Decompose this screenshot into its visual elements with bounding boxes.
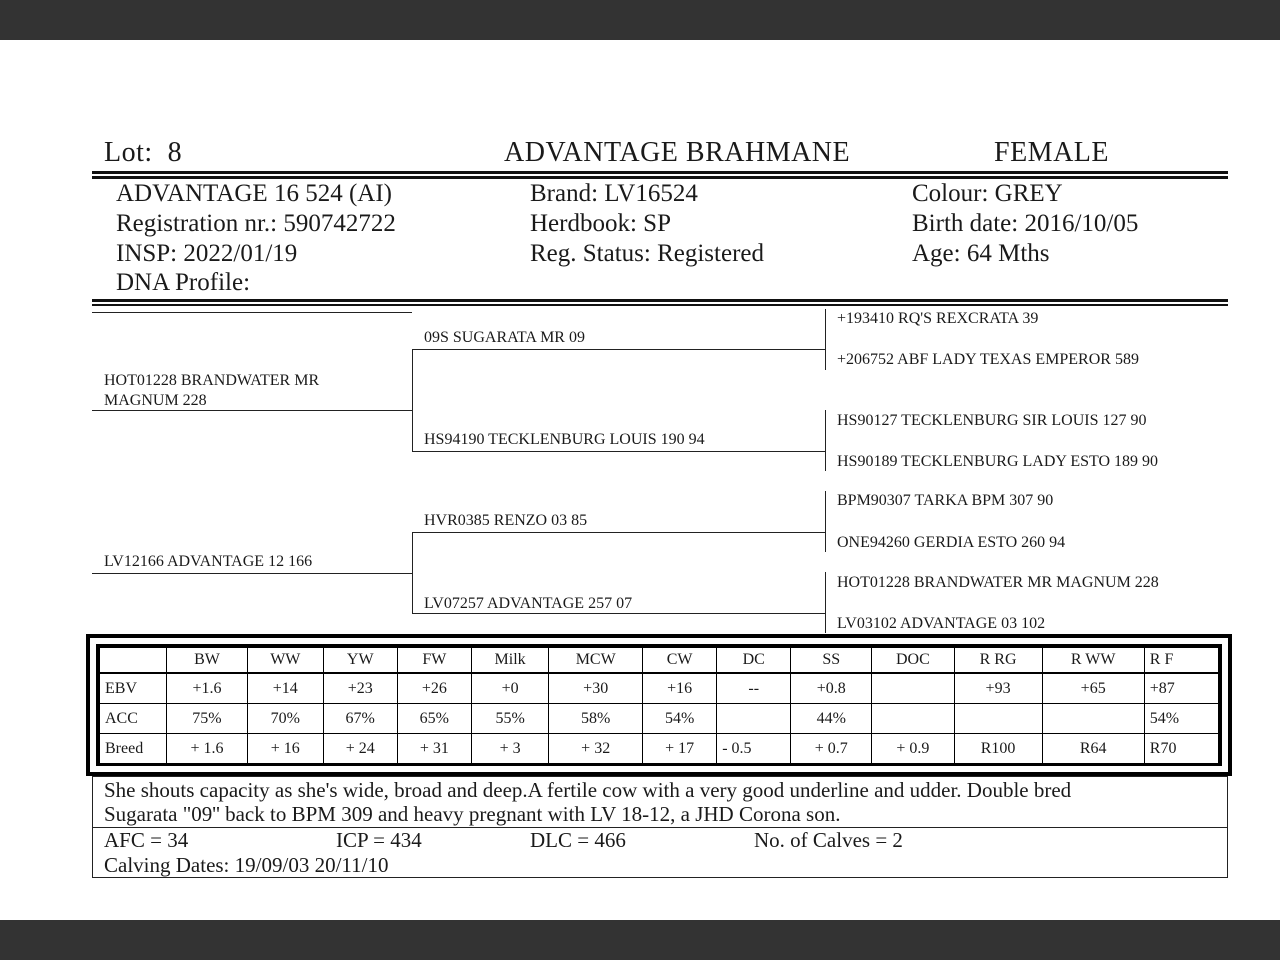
ebv-cell: [1042, 704, 1144, 734]
pedigree-line: [412, 532, 413, 614]
pedigree-line: [412, 349, 825, 350]
notes-box: [92, 776, 1228, 878]
ebv-col-header: R WW: [1042, 648, 1144, 674]
ebv-table: [99, 647, 1219, 764]
herdbook: Herdbook: SP: [530, 210, 671, 237]
ebv-row-label: Breed: [100, 734, 167, 764]
ebv-cell: + 31: [397, 734, 471, 764]
ebv-cell: R100: [954, 734, 1042, 764]
ebv-cell: 65%: [397, 704, 471, 734]
ebv-row-label: ACC: [100, 704, 167, 734]
ggp-name: +193410 RQ'S REXCRATA 39: [837, 310, 1039, 327]
ebv-table-inner: [96, 644, 1222, 766]
ebv-cell: R64: [1042, 734, 1144, 764]
ebv-cell: R70: [1144, 734, 1218, 764]
birth-date: Birth date: 2016/10/05: [912, 210, 1139, 237]
ebv-col-header: R F: [1144, 648, 1218, 674]
pedigree-line: [825, 410, 826, 471]
ggp-name: HOT01228 BRANDWATER MR MAGNUM 228: [837, 574, 1159, 591]
ebv-cell: [954, 704, 1042, 734]
ebv-cell: 75%: [167, 704, 248, 734]
dam-sire-name: HVR0385 RENZO 03 85: [424, 512, 588, 529]
registration-status: Reg. Status: Registered: [530, 240, 764, 267]
top-bar: [0, 0, 1280, 40]
ebv-cell: + 0.7: [791, 734, 872, 764]
animal-name: ADVANTAGE 16 524 (AI): [116, 180, 392, 207]
ggp-name: LV03102 ADVANTAGE 03 102: [837, 615, 1046, 632]
pedigree-line: [92, 312, 412, 313]
dlc-value: DLC = 466: [530, 828, 626, 852]
pedigree-line: [825, 572, 826, 633]
ebv-cell: +93: [954, 673, 1042, 704]
pedigree-line: [412, 613, 825, 614]
lot-label: [104, 137, 182, 169]
ebv-cell: +14: [247, 673, 323, 704]
ebv-corner-cell: [100, 648, 167, 674]
icp-value: ICP = 434: [336, 828, 422, 852]
ggp-name: BPM90307 TARKA BPM 307 90: [837, 492, 1054, 509]
ebv-cell: + 3: [471, 734, 548, 764]
brand: Brand: LV16524: [530, 180, 698, 207]
dam-name: LV12166 ADVANTAGE 12 166: [104, 553, 313, 570]
pedigree-line: [412, 532, 825, 533]
ebv-cell: 54%: [643, 704, 717, 734]
ebv-cell: 44%: [791, 704, 872, 734]
ebv-col-header: BW: [167, 648, 248, 674]
ggp-name: HS90189 TECKLENBURG LADY ESTO 189 90: [837, 453, 1159, 470]
sire-dam-name: HS94190 TECKLENBURG LOUIS 190 94: [424, 431, 705, 448]
ebv-cell: +65: [1042, 673, 1144, 704]
ebv-table-frame: [86, 634, 1232, 776]
inspection-date: INSP: 2022/01/19: [116, 240, 298, 267]
ebv-col-header: YW: [323, 648, 397, 674]
ebv-cell: +1.6: [167, 673, 248, 704]
ebv-cell: + 32: [549, 734, 643, 764]
ebv-row-ebv: [100, 673, 1219, 704]
dna-profile: DNA Profile:: [116, 269, 251, 296]
ebv-cell: + 0.9: [872, 734, 954, 764]
info-rule-top: [92, 299, 1228, 302]
ebv-cell: 67%: [323, 704, 397, 734]
ebv-col-header: DOC: [872, 648, 954, 674]
pedigree-line: [825, 309, 826, 370]
info-rule-bottom: [92, 304, 1228, 306]
ebv-row-breed: [100, 734, 1219, 764]
ebv-col-header: Milk: [471, 648, 548, 674]
notes-line-2: Sugarata "09'' back to BPM 309 and heavy pregnant with LV 18-12, a JHD Corona son.: [104, 802, 841, 826]
ebv-cell: 55%: [471, 704, 548, 734]
pedigree-line: [412, 451, 825, 452]
ebv-row-acc: [100, 704, 1219, 734]
ggp-name: +206752 ABF LADY TEXAS EMPEROR 589: [837, 351, 1139, 368]
ebv-row-label: EBV: [100, 673, 167, 704]
ebv-cell: 58%: [549, 704, 643, 734]
colour: Colour: GREY: [912, 180, 1063, 207]
calving-dates: Calving Dates: 19/09/03 20/11/10: [104, 853, 389, 877]
dam-dam-name: LV07257 ADVANTAGE 257 07: [424, 595, 633, 612]
afc-value: AFC = 34: [104, 828, 189, 852]
ebv-header-row: [100, 648, 1219, 674]
calves-count: No. of Calves = 2: [754, 828, 903, 852]
ebv-cell: [872, 673, 954, 704]
lot-number: 8: [167, 137, 183, 168]
ebv-cell: +0.8: [791, 673, 872, 704]
ebv-cell: +16: [643, 673, 717, 704]
pedigree-line: [92, 573, 412, 574]
ggp-name: HS90127 TECKLENBURG SIR LOUIS 127 90: [837, 412, 1147, 429]
sire-name: HOT01228 BRANDWATER MR MAGNUM 228: [104, 372, 320, 409]
notes-separator: [93, 827, 1227, 828]
ebv-col-header: CW: [643, 648, 717, 674]
header-rule-bottom: [92, 176, 1228, 179]
pedigree-line: [412, 349, 413, 451]
ebv-cell: [872, 704, 954, 734]
notes-line-1: She shouts capacity as she's wide, broad and deep.A fertile cow with a very good underline and udder. Double bred: [104, 778, 1072, 802]
ebv-cell: +23: [323, 673, 397, 704]
ebv-col-header: MCW: [549, 648, 643, 674]
ebv-col-header: FW: [397, 648, 471, 674]
ebv-cell: 70%: [247, 704, 323, 734]
ebv-cell: + 1.6: [167, 734, 248, 764]
ebv-cell: +87: [1144, 673, 1218, 704]
ebv-cell: [717, 704, 791, 734]
ggp-name: ONE94260 GERDIA ESTO 260 94: [837, 534, 1066, 551]
lot-label-text: Lot:: [104, 137, 153, 168]
bottom-bar: [0, 920, 1280, 960]
ebv-cell: + 24: [323, 734, 397, 764]
header-rule-top: [92, 171, 1228, 174]
ebv-cell: 54%: [1144, 704, 1218, 734]
ebv-col-header: SS: [791, 648, 872, 674]
ebv-cell: + 16: [247, 734, 323, 764]
ebv-cell: + 17: [643, 734, 717, 764]
registration-number: Registration nr.: 590742722: [116, 210, 396, 237]
ebv-col-header: R RG: [954, 648, 1042, 674]
ebv-cell: +0: [471, 673, 548, 704]
ebv-col-header: DC: [717, 648, 791, 674]
age: Age: 64 Mths: [912, 240, 1050, 267]
breeder-name: ADVANTAGE BRAHMANE: [504, 137, 851, 168]
pedigree-line: [825, 491, 826, 552]
ebv-cell: +30: [549, 673, 643, 704]
ebv-cell: --: [717, 673, 791, 704]
ebv-cell: +26: [397, 673, 471, 704]
ebv-col-header: WW: [247, 648, 323, 674]
ebv-cell: - 0.5: [717, 734, 791, 764]
sire-sire-name: 09S SUGARATA MR 09: [424, 329, 585, 346]
sex-label: FEMALE: [994, 137, 1109, 168]
